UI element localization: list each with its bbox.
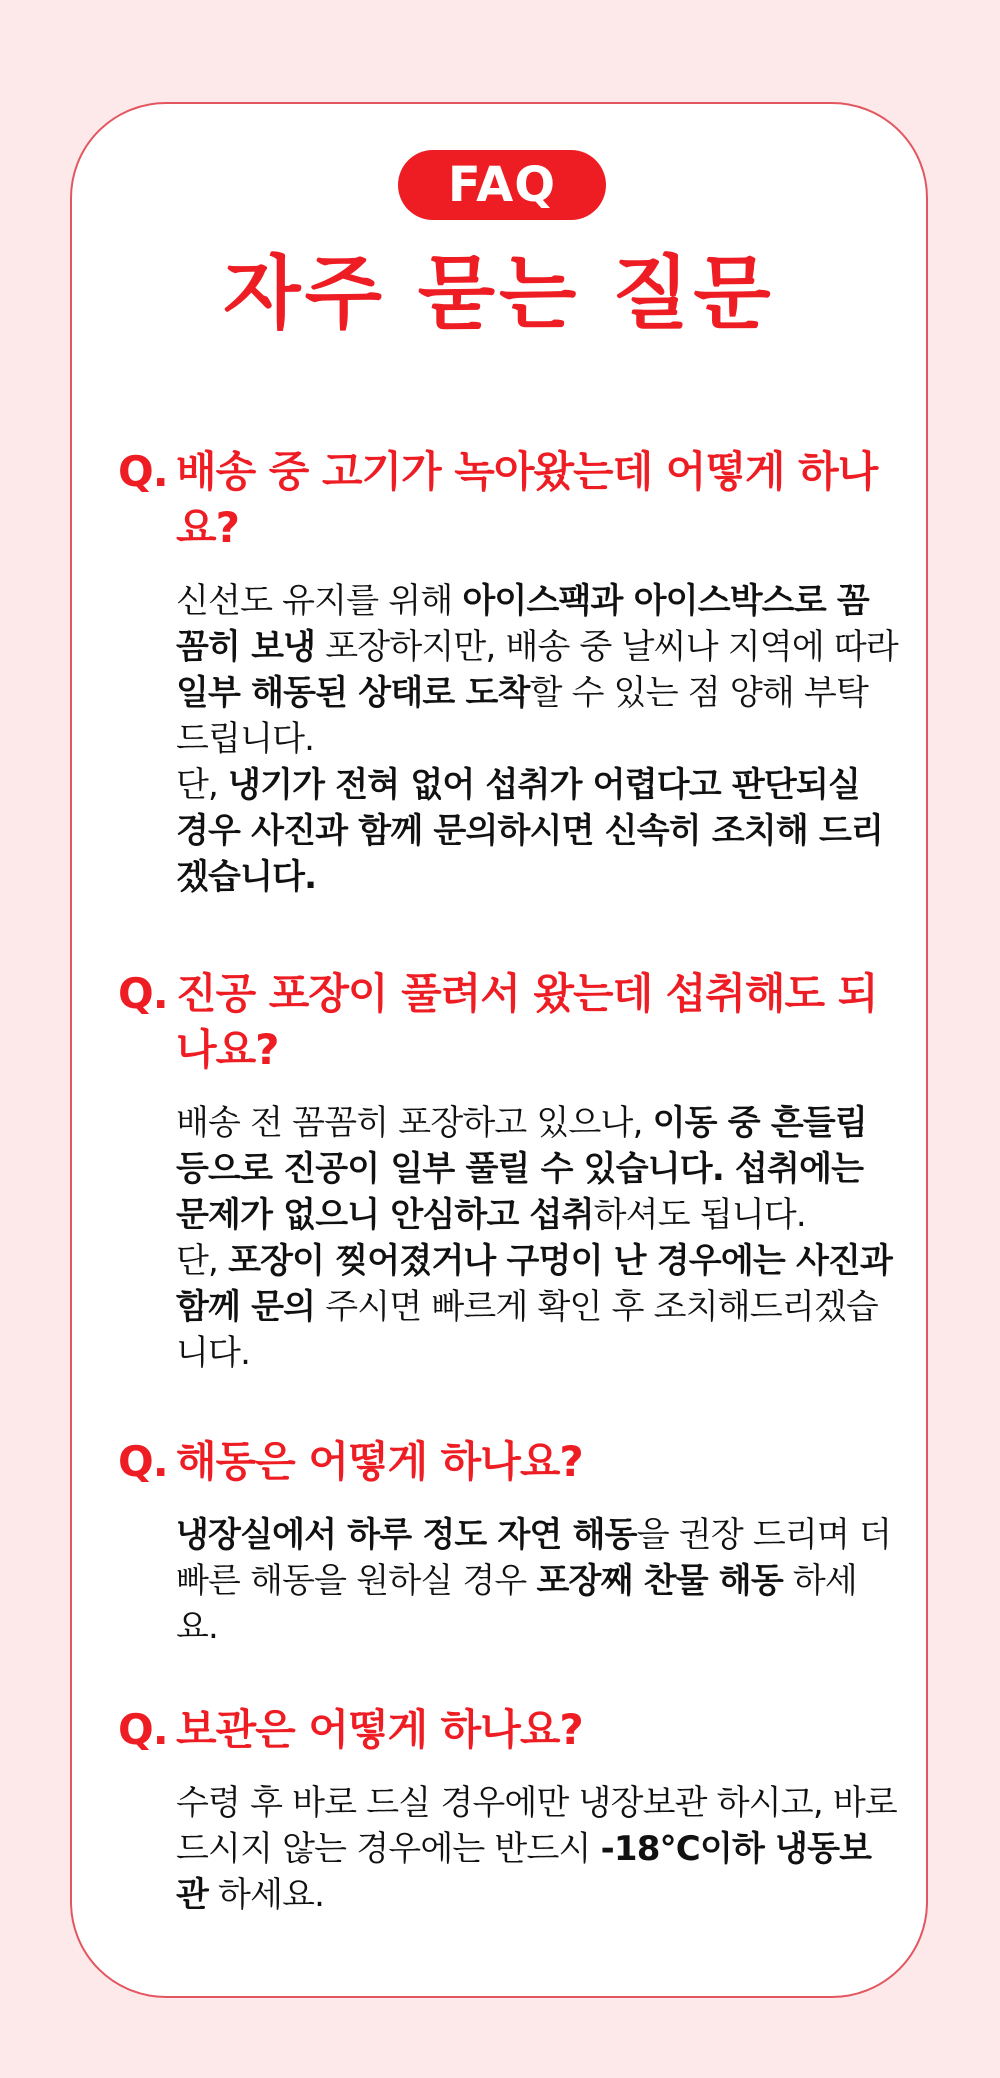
answer-paragraph [176, 1100, 898, 1238]
question [118, 1702, 898, 1758]
question-marker: Q. [118, 969, 168, 1018]
question [118, 1434, 898, 1490]
question-text: 배송 중 고기가 녹아왔는데 어떻게 하나요? [176, 447, 878, 552]
answer-highlight: -18°C이하 냉동보관 [176, 1829, 872, 1915]
answer-text: 을 권장 드리며 더 빠른 해동을 원하실 경우 [176, 1515, 892, 1601]
answer-paragraph [176, 1238, 898, 1376]
faq-item-3 [118, 1434, 898, 1650]
question [118, 444, 898, 556]
answer [118, 1780, 898, 1918]
answer [118, 578, 898, 900]
question [118, 966, 898, 1078]
answer-text: 수령 후 바로 드실 경우에만 냉장보관 하시고, 바로 드시지 않는 경우에는 반드시 [176, 1783, 897, 1869]
answer-text: 단, [176, 765, 229, 805]
faq-badge: FAQ [398, 150, 606, 220]
answer-highlight: 아이스팩과 아이스박스로 꼼꼼히 보냉 [176, 581, 869, 667]
answer-highlight: 냉장실에서 하루 정도 자연 해동 [176, 1515, 637, 1555]
faq-card [70, 102, 928, 1998]
answer-text: 포장하지만, 배송 중 날씨나 지역에 따라 [315, 627, 898, 667]
answer-text: 신선도 유지를 위해 [176, 581, 463, 621]
answer [118, 1512, 898, 1650]
answer-text: 단, [176, 1241, 229, 1281]
faq-item-1 [118, 444, 898, 900]
question-text: 진공 포장이 풀려서 왔는데 섭취해도 되나요? [176, 969, 878, 1074]
question-text: 보관은 어떻게 하나요? [176, 1705, 583, 1754]
question-text: 해동은 어떻게 하나요? [176, 1437, 583, 1486]
answer-highlight: 일부 해동된 상태로 도착 [176, 673, 530, 713]
answer-paragraph [176, 578, 898, 762]
answer [118, 1100, 898, 1376]
faq-item-4 [118, 1702, 898, 1918]
answer-paragraph [176, 762, 898, 900]
answer-highlight: 냉기가 전혀 없어 섭취가 어렵다고 판단되실 경우 사진과 함께 문의하시면 신속히 조치해 드리겠습니다. [176, 765, 884, 897]
question-marker: Q. [118, 1437, 168, 1486]
answer-highlight: 이동 중 흔들림 등으로 진공이 일부 풀릴 수 있습니다. 섭취에는 문제가 없으니 안심하고 섭취 [176, 1103, 867, 1235]
faq-item-2 [118, 966, 898, 1376]
answer-text: 주시면 빠르게 확인 후 조치해드리겠습니다. [176, 1287, 878, 1373]
answer-text: 배송 전 꼼꼼히 포장하고 있으나, [176, 1103, 653, 1143]
answer-highlight: 포장째 찬물 해동 [536, 1561, 783, 1601]
answer-highlight: 포장이 찢어졌거나 구멍이 난 경우에는 사진과 함께 문의 [176, 1241, 893, 1327]
answer-text: 하셔도 됩니다. [593, 1195, 806, 1235]
answer-paragraph [176, 1780, 898, 1918]
answer-text: 할 수 있는 점 양해 부탁드립니다. [176, 673, 868, 759]
page-title: 자주 묻는 질문 [223, 247, 775, 340]
answer-paragraph [176, 1512, 898, 1650]
question-marker: Q. [118, 1705, 168, 1754]
question-marker: Q. [118, 447, 168, 496]
answer-text: 하세요. [176, 1561, 857, 1647]
answer-text: 하세요. [208, 1875, 325, 1915]
